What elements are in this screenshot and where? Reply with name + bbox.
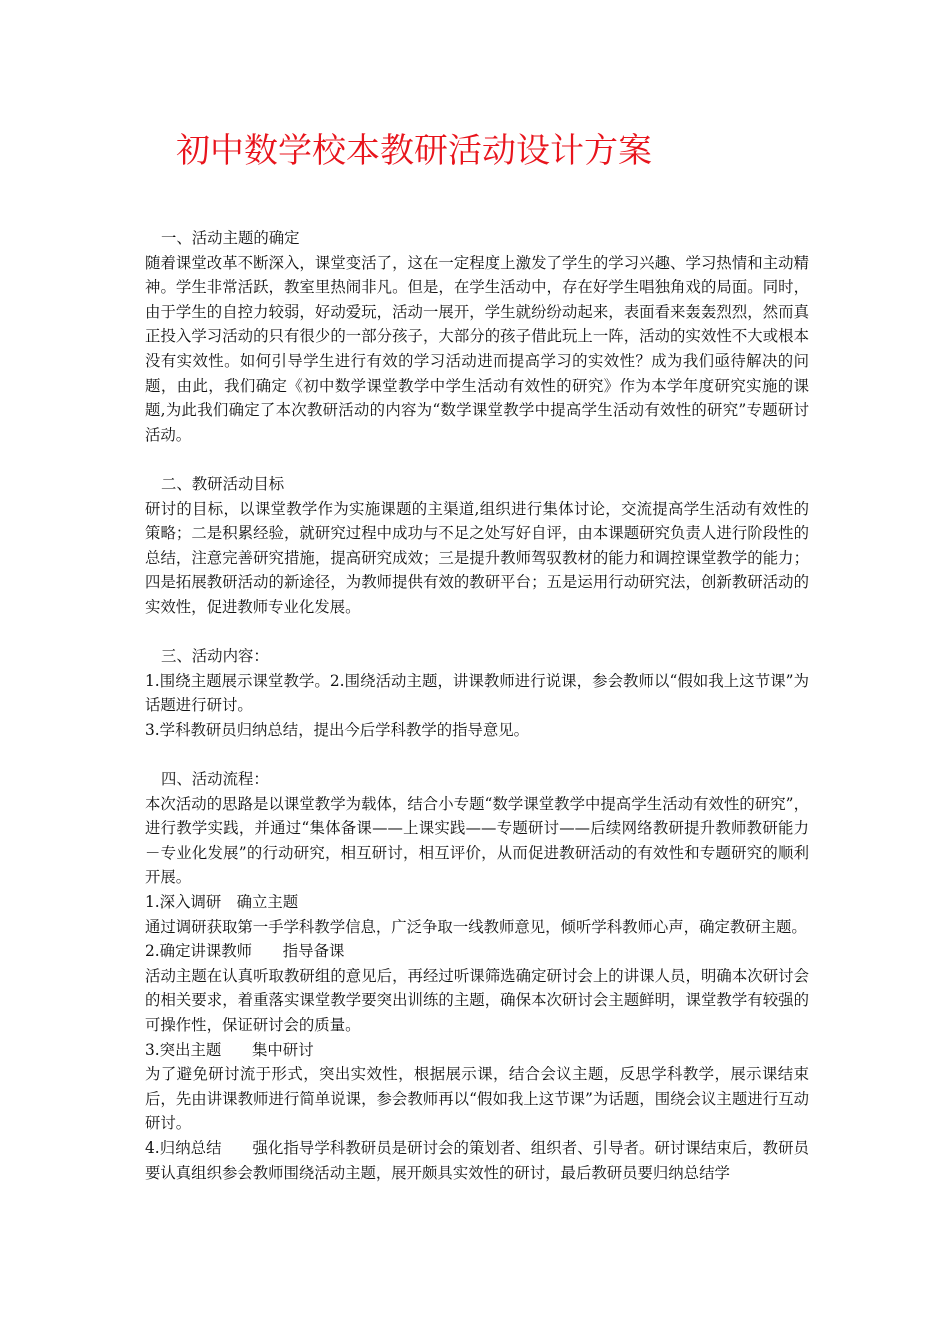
section-4-paragraph: 本次活动的思路是以课堂教学为载体，结合小专题“数学课堂教学中提高学生活动有效性的研究”，进行教学实践，并通过“集体备课——上课实践——专题研讨——后续网络教研提升教师教研能力－专业化发展”的行动研究，相互研讨，相互评价，从而促进教研活动的有效性和专题研究的顺利开展。 xyxy=(145,794,809,887)
step-3-title: 3.突出主题 集中研讨 xyxy=(145,1040,314,1059)
paragraph-spacer xyxy=(145,742,809,767)
section-3-paragraph-2: 3.学科教研员归纳总结，提出今后学科教学的指导意见。 xyxy=(145,720,530,739)
step-3-body: 为了避免研讨流于形式，突出实效性，根据展示课，结合会议主题，反思学科教学，展示课结束后，先由讲课教师进行简单说课，参会教师再以“假如我上这节课”为话题，围绕会议主题进行互动研讨。 xyxy=(145,1065,809,1133)
step-2-body: 活动主题在认真听取教研组的意见后，再经过听课筛选确定研讨会上的讲课人员，明确本次研讨会的相关要求，着重落实课堂教学要突出训练的主题，确保本次研讨会主题鲜明，课堂教学有较强的可操作性，保证研讨会的质量。 xyxy=(145,966,809,1034)
document-body xyxy=(145,226,809,1185)
step-1-title: 1.深入调研 确立主题 xyxy=(145,893,299,912)
step-4-text: 4.归纳总结 强化指导学科教研员是研讨会的策划者、组织者、引导者。研讨课结束后，教研员要认真组织参会教师围绕活动主题，展开颇具实效性的研讨，最后教研员要归纳总结学 xyxy=(145,1138,809,1182)
section-1-paragraph: 随着课堂改革不断深入，课堂变活了，这在一定程度上激发了学生的学习兴趣、学习热情和主动精神。学生非常活跃，教室里热闹非凡。但是，在学生活动中，存在好学生唱独角戏的局面。同时，由于学生的自控力较弱，好动爱玩，活动一展开，学生就纷纷动起来，表面看来轰轰烈烈，然而真正投入学习活动的只有很少的一部分孩子，大部分的孩子借此玩上一阵，活动的实效性不大或根本没有实效性。如何引导学生进行有效的学习活动进而提高学习的实效性？成为我们亟待解决的问题，由此，我们确定《初中数学课堂教学中学生活动有效性的研究》作为本学年度研究实施的课题,为此我们确定了本次教研活动的内容为“数学课堂教学中提高学生活动有效性的研究”专题研讨活动。 xyxy=(145,253,809,444)
step-1-body: 通过调研获取第一手学科教学信息，广泛争取一线教师意见，倾听学科教师心声，确定教研主题。 xyxy=(145,917,807,936)
section-1-heading: 一、活动主题的确定 xyxy=(161,229,300,247)
step-2-title: 2.确定讲课教师 指导备课 xyxy=(145,942,345,961)
section-2-paragraph: 研讨的目标，以课堂教学作为实施课题的主渠道,组织进行集体讨论，交流提高学生活动有效性的策略；二是积累经验，就研究过程中成功与不足之处写好自评，由本课题研究负责人进行阶段性的总结，注意完善研究措施，提高研究成效；三是提升教师驾驭教材的能力和调控课堂教学的能力；四是拓展教研活动的新途径，为教师提供有效的教研平台；五是运用行动研究法，创新教研活动的实效性，促进教师专业化发展。 xyxy=(145,499,809,616)
section-4-heading: 四、活动流程： xyxy=(161,770,269,789)
section-3-paragraph-1: 1.围绕主题展示课堂教学。2.围绕活动主题，讲课教师进行说课，参会教师以“假如我上这节课”为话题进行研讨。 xyxy=(145,671,809,715)
paragraph-spacer xyxy=(145,447,809,472)
paragraph-spacer xyxy=(145,620,809,645)
document-title: 初中数学校本教研活动设计方案 xyxy=(176,131,652,171)
section-3-heading: 三、活动内容： xyxy=(161,647,269,666)
section-2-heading: 二、教研活动目标 xyxy=(161,474,285,493)
